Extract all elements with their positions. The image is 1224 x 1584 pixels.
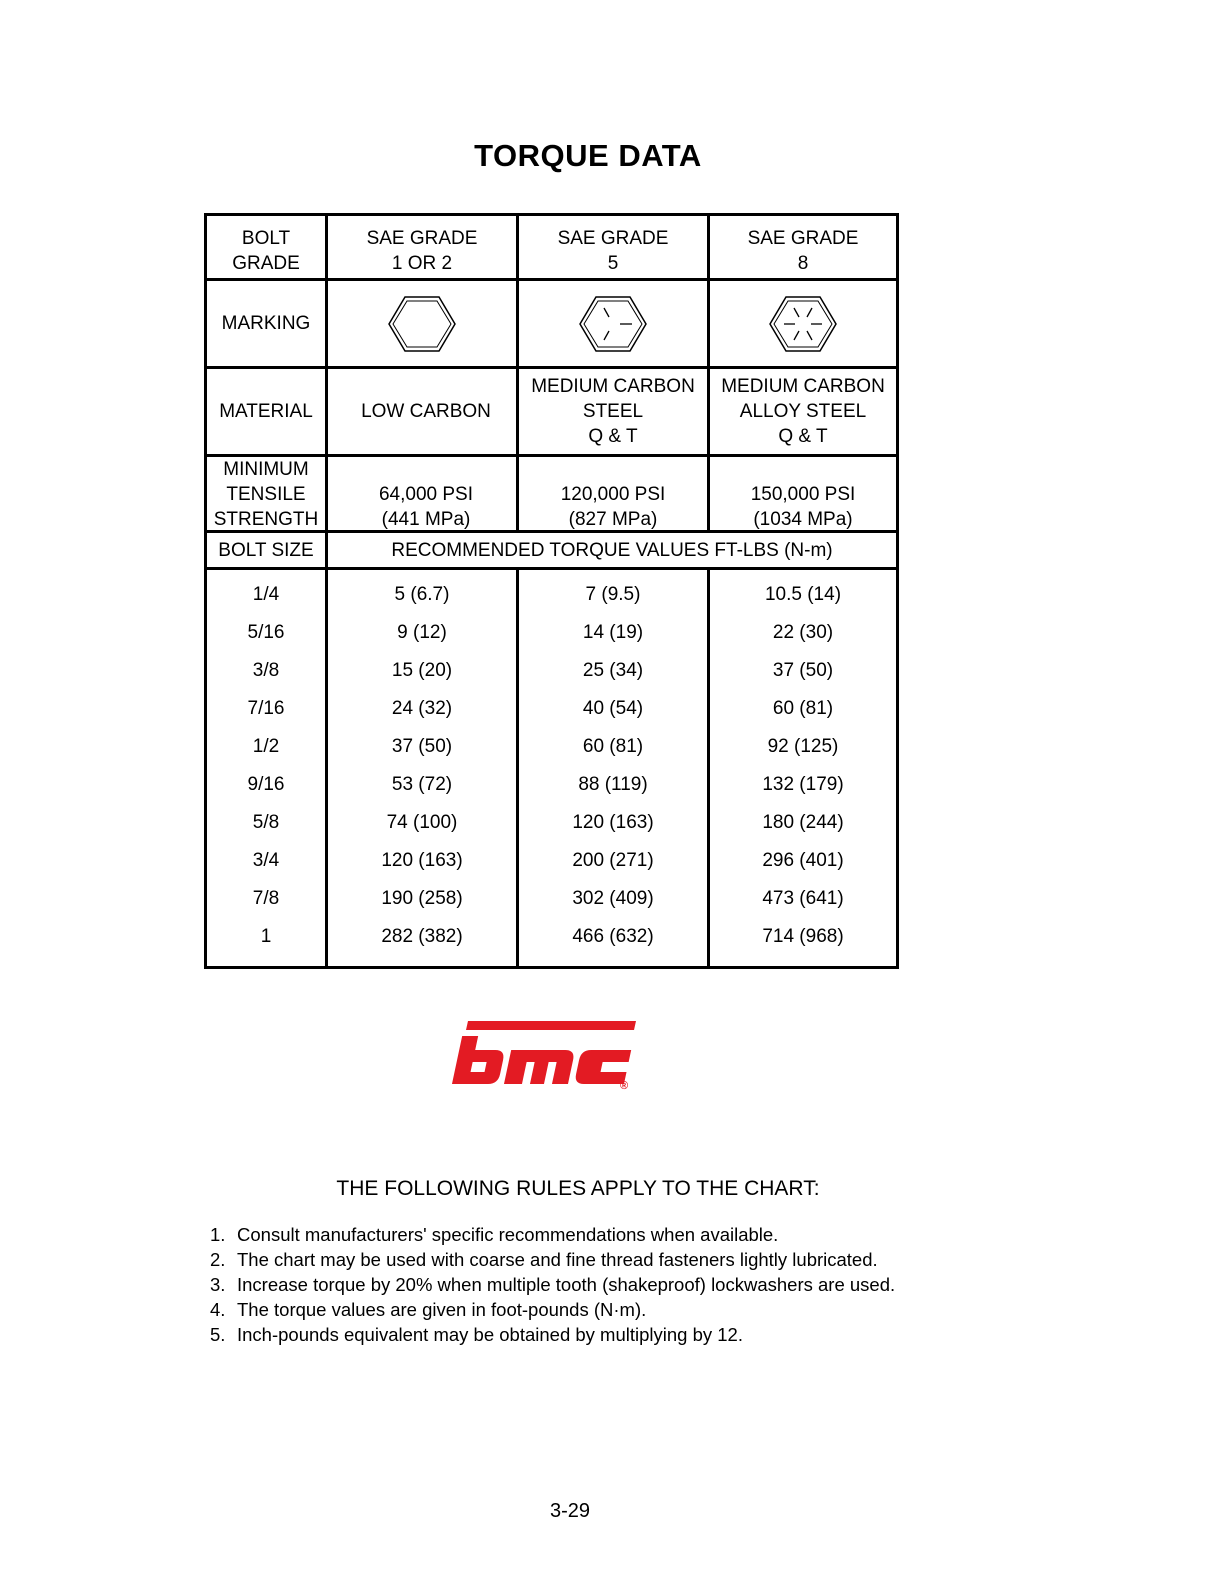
rule-item	[210, 1322, 895, 1347]
tensile-label-line: TENSILE	[226, 483, 306, 505]
torque-grade-5-cell: 302 (409)	[572, 888, 654, 910]
rule-number: 2.	[210, 1249, 226, 1270]
tensile-label	[207, 456, 325, 532]
torque-grade-1-2-cell: 24 (32)	[391, 697, 453, 719]
rule-text: The torque values are given in foot-pounds (N·m).	[237, 1299, 647, 1320]
rule-text: The chart may be used with coarse and fine thread fasteners lightly lubricated.	[237, 1249, 878, 1270]
torque-grade-1-2-cell: 15 (20)	[391, 659, 453, 681]
torque-grade-1-2-cell: 53 (72)	[391, 774, 453, 795]
torque-grade-1-2-cell: 9 (12)	[397, 621, 447, 643]
page-number: 3-29	[549, 1500, 591, 1522]
tensile-line: 120,000 PSI	[560, 484, 666, 505]
rule-item	[210, 1247, 895, 1272]
torque-grade-1-2-cell: 282 (382)	[381, 926, 463, 948]
bolt-size-label	[207, 533, 325, 567]
marking-grade-5	[519, 281, 707, 366]
torque-grade-5-cell: 466 (632)	[572, 926, 654, 948]
rule-text: Consult manufacturers' specific recommendations when available.	[237, 1224, 779, 1245]
header-line: SAE GRADE	[366, 228, 478, 249]
material-grade-5	[519, 369, 707, 454]
header-line: 8	[797, 253, 809, 274]
torque-grade-1-2-cell: 120 (163)	[381, 850, 463, 872]
header-line: 1 OR 2	[391, 253, 453, 274]
material-grade-8	[710, 369, 896, 454]
header-line: GRADE	[232, 253, 300, 274]
tensile-line: 64,000 PSI	[378, 484, 474, 505]
material-line: Q & T	[588, 426, 638, 447]
rule-number: 4.	[210, 1299, 226, 1320]
grade-5-header	[519, 224, 707, 278]
torque-grade-5-cell: 7 (9.5)	[585, 583, 641, 605]
rule-number: 1.	[210, 1224, 226, 1245]
torque-grade-8-cell: 473 (641)	[762, 888, 844, 910]
row-divider	[207, 567, 896, 570]
bolt-size-cell: 3/8	[252, 659, 280, 681]
tensile-grade-1-2	[328, 482, 524, 532]
material-line: MEDIUM CARBON	[721, 376, 885, 397]
bolt-size-cell: 7/16	[247, 697, 285, 719]
torque-grade-8-cell: 10.5 (14)	[764, 583, 842, 605]
bolt-size-cell: 9/16	[247, 774, 285, 795]
marking-grade-8	[710, 281, 896, 366]
tensile-label-line: MINIMUM	[223, 458, 309, 480]
grade-8-header	[710, 224, 896, 278]
torque-grade-5-cell: 60 (81)	[582, 735, 644, 757]
torque-grade-8-cell: 22 (30)	[772, 621, 834, 643]
tensile-grade-8	[710, 482, 896, 532]
torque-grade-8-cell: 296 (401)	[762, 850, 844, 872]
grade-1-2-header	[328, 224, 516, 278]
torque-grade-8-cell: 180 (244)	[762, 812, 844, 834]
tensile-grade-5	[519, 482, 707, 532]
rule-number: 5.	[210, 1324, 226, 1345]
rule-item	[210, 1222, 895, 1247]
material-line: Q & T	[778, 426, 828, 447]
marking-label	[207, 281, 325, 366]
torque-grade-1-2-cell: 37 (50)	[391, 735, 453, 757]
material-grade-1-2	[328, 369, 524, 454]
bolt-grade-header	[207, 224, 325, 278]
torque-grade-8-cell: 37 (50)	[772, 659, 834, 681]
torque-grade-5-cell: 120 (163)	[572, 812, 654, 834]
torque-grade-5-cell: 25 (34)	[582, 659, 644, 681]
material-label-text: MATERIAL	[219, 401, 313, 422]
bolt-size-cell: 1/4	[252, 583, 280, 605]
material-line: ALLOY STEEL	[739, 401, 867, 422]
rules-heading: THE FOLLOWING RULES APPLY TO THE CHART:	[336, 1177, 820, 1200]
rule-number: 3.	[210, 1274, 226, 1295]
bolt-size-cell: 5/16	[247, 621, 285, 643]
torque-grade-1-2-cell: 190 (258)	[381, 888, 463, 910]
bmc-logo	[448, 1018, 638, 1092]
rule-item	[210, 1297, 895, 1322]
header-line: SAE GRADE	[747, 228, 859, 249]
bolt-size-cell: 1	[260, 926, 272, 948]
material-line: MEDIUM CARBON	[531, 376, 695, 397]
material-line: LOW CARBON	[361, 401, 491, 422]
hex-6-radial-lines-icon	[768, 293, 838, 355]
torque-grade-8-cell: 714 (968)	[762, 926, 844, 948]
torque-table	[204, 213, 899, 969]
torque-grade-5-cell: 40 (54)	[582, 697, 644, 719]
bolt-size-cell: 1/2	[252, 735, 280, 757]
bolt-size-label-text: BOLT SIZE	[218, 539, 314, 561]
rule-text: Inch-pounds equivalent may be obtained by multiplying by 12.	[237, 1324, 743, 1345]
rule-text: Increase torque by 20% when multiple tooth (shakeproof) lockwashers are used.	[237, 1274, 896, 1295]
torque-grade-8-cell: 60 (81)	[772, 697, 834, 719]
marking-label-text: MARKING	[221, 313, 311, 334]
torque-grade-5-cell: 200 (271)	[572, 850, 654, 872]
rule-item	[210, 1272, 895, 1297]
marking-grade-1-2	[328, 281, 516, 366]
page-title: TORQUE DATA	[474, 138, 702, 173]
torque-values-header	[328, 533, 896, 567]
registered-mark: ®	[620, 1080, 629, 1092]
tensile-label-line: STRENGTH	[213, 508, 319, 530]
rules-list	[210, 1222, 895, 1347]
tensile-line: (1034 MPa)	[753, 509, 853, 530]
material-label	[207, 369, 325, 454]
material-line: STEEL	[582, 401, 644, 422]
hex-no-marks-icon	[387, 293, 457, 355]
tensile-line: (827 MPa)	[568, 509, 658, 530]
torque-header-text: RECOMMENDED TORQUE VALUES FT-LBS (N-m)	[391, 539, 833, 561]
torque-grade-5-cell: 14 (19)	[582, 621, 644, 643]
header-line: 5	[607, 253, 619, 274]
bolt-size-cell: 7/8	[252, 888, 280, 910]
bolt-size-cell: 3/4	[252, 850, 280, 872]
tensile-line: (441 MPa)	[381, 509, 471, 530]
header-line: SAE GRADE	[557, 228, 669, 249]
header-line: BOLT	[241, 228, 291, 249]
torque-grade-8-cell: 92 (125)	[767, 735, 839, 757]
bolt-size-cell: 5/8	[252, 812, 280, 834]
tensile-line: 150,000 PSI	[750, 484, 856, 505]
torque-grade-1-2-cell: 74 (100)	[386, 812, 458, 834]
torque-grade-8-cell: 132 (179)	[762, 774, 844, 795]
torque-grade-5-cell: 88 (119)	[578, 774, 648, 795]
hex-3-radial-lines-icon	[578, 293, 648, 355]
torque-grade-1-2-cell: 5 (6.7)	[394, 583, 450, 605]
